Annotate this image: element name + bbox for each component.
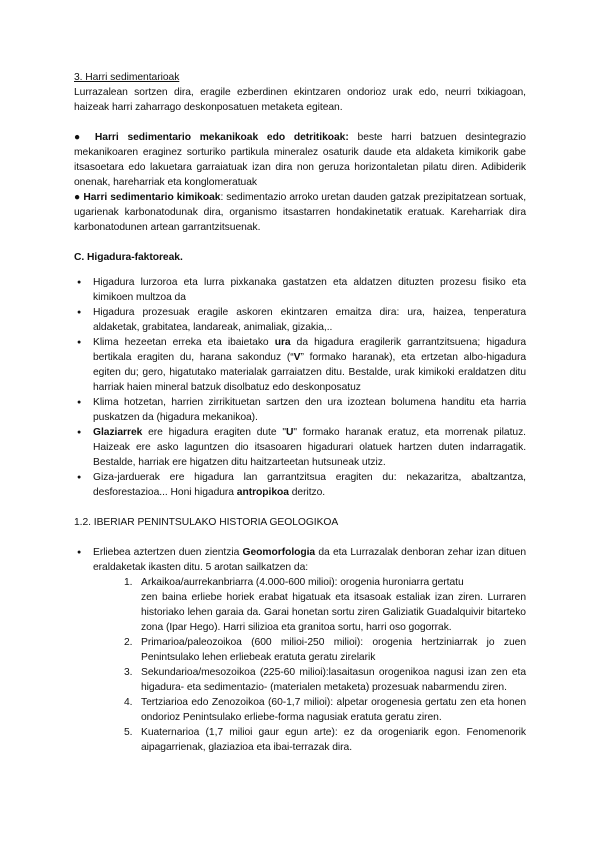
- era-text-continued: zen baina erliebe horiek erabat higatuak eta itsasoak estaliak izan ziren. Lurraren historiako lehen garaia da. Garai honetan sortu ziren Galiziatik Guadalquivir bitarteko zona (Ipar Hego). Harri silizioa eta granitoa sortu, harri oso gogorrak.: [141, 592, 526, 633]
- era-item: [124, 725, 526, 755]
- era-number: 2.: [124, 637, 133, 648]
- list-item-text: Higadura lurzoroa eta lurra pixkanaka gastatzen eta aldatzen dituzten prozesu fisiko eta kimikoen multzoa da: [93, 277, 526, 303]
- chemical-rocks-text: : sedimentazio arroko uretan dauden gatzak prezipitatzean sortuak, ugarienak karbonatodunak dira, organismo itsastarren hondakinetatik eratuak. Kareharriak dira karbonatodunen artean garrantzitsuenak.: [74, 192, 527, 233]
- era-text: Kuaternarioa (1,7 milioi gaur egun arte): ez da orogeniarik egon. Fenomenorik aipagarrienak, glaziazioa eta ibai-terrazak dira.: [141, 727, 526, 753]
- list-item-text: ere higadura eragiten dute ": [142, 427, 286, 438]
- era-text: Primarioa/paleozoikoa (600 milioi-250 milioi): orogenia hertziniarrak jo zuen Penintsulako lehen erliebeak eratuta geratu zirelarik: [141, 637, 526, 663]
- list-item-text: Klima hotzetan, harrien zirrikituetan sartzen den ura izoztean bolumena handitu eta harria puskatzen da (higadura mekanikoa).: [93, 397, 526, 423]
- list-item-text: Higadura prozesuak eragile askoren ekintzaren emaitza dira: ura, haizea, tenperatura aldaketak, grabitatea, landareak, animaliak, gizakia,..: [93, 307, 526, 333]
- section-1-2-title: 1.2. IBERIAR PENINTSULAKO HISTORIA GEOLOGIKOA: [74, 517, 339, 528]
- list-item-text: da higadura eragilerik garrantzitsuena; higadura bertikala eragiten du, harana sakonduz (“: [93, 337, 527, 363]
- list-item-bold: V: [293, 352, 301, 363]
- list-item-bold: ura: [274, 337, 291, 348]
- chemical-rocks-paragraph: [74, 190, 526, 235]
- section-3-title: 3. Harri sedimentarioak: [74, 72, 180, 83]
- era-item: [124, 665, 526, 695]
- section-c-title: C. Higadura-faktoreak.: [74, 252, 183, 263]
- mechanical-rocks-term: Harri sedimentario mekanikoak edo detritikoak:: [94, 132, 349, 143]
- era-number: 1.: [124, 577, 133, 588]
- list-item-bold: U: [285, 427, 294, 438]
- list-item-bold: antropikoa: [236, 487, 289, 498]
- document-page: [74, 70, 526, 755]
- list-item: [74, 545, 526, 575]
- era-number: 5.: [124, 727, 133, 738]
- list-item-text: deritzo.: [288, 487, 326, 498]
- mechanical-rocks-text: beste harri batzuen desintegrazio mekanikoaren eraginez sorturiko partikula mineralez osaturik daude eta aldaketa kimikorik gabe itsasoetara edo lakuetara garraiatuak izan dira non geruza horizontaletan pilatu diren. Adibiderik onenak, hareharriak eta konglomeratuak: [74, 132, 526, 188]
- list-item-bold: Geomorfologia: [242, 547, 316, 558]
- bullet: ●: [74, 132, 87, 143]
- section-3-intro: Lurrazalean sortzen dira, eragile ezberdinen ekintzaren ondorioz urak edo, neurri txikiagoan, haizeak harri zaharrago deskonposatuen metaketa egitean.: [74, 87, 526, 113]
- era-item: [124, 695, 526, 725]
- list-item-text: Erliebea aztertzen duen zientzia: [93, 547, 243, 558]
- mechanical-rocks-paragraph: [74, 130, 526, 190]
- list-item-text: ” formako haranak), eta ertzetan albo-higadura egiten du; gero, higatutako materialak garraiatzen ditu. Bestalde, urak kimikoki eraldatzen ditu harriak haien mineral batzuk disolbatuz edo deskonposatuz: [93, 352, 526, 393]
- list-item: [74, 335, 526, 395]
- list-item: [74, 305, 526, 335]
- list-item: [74, 470, 526, 500]
- list-item-text: Giza-jarduerak ere higadura lan garrantzitsua eragiten du: nekazaritza, abaltzantza, desforestazioa... Honi higadura: [93, 472, 526, 498]
- list-item: [74, 275, 526, 305]
- list-item: [74, 395, 526, 425]
- chemical-rocks-term: Harri sedimentario kimikoak: [83, 192, 221, 203]
- list-item-text: Klima hezeetan erreka eta ibaietako: [93, 337, 275, 348]
- list-item: [74, 425, 526, 470]
- era-text: Tertziarioa edo Zenozoikoa (60-1,7 milioi): alpetar orogenesia gertatu zen eta honen ondorioz Penintsulako erliebe-forma nagusiak eratuta geratu ziren.: [141, 697, 526, 723]
- era-item: [124, 635, 526, 665]
- geology-list: [74, 545, 526, 575]
- era-text: Sekundarioa/mesozoikoa (225-60 milioi):lasaitasun orogenikoa nagusi izan zen eta higadura- eta sedimentazio- (materialen metaketa) prozesuak nabarmendu ziren.: [141, 667, 526, 693]
- list-item-text: " formako haranak eratuz, eta morrenak pilatuz. Haizeak ere asko laguntzen dio itsasoaren higadurari olatuek hartzen duten indarragatik. Bestalde, harriak ere higatzen ditu haitzarteetan hutsuneak utziz.: [93, 427, 526, 468]
- era-text: Arkaikoa/aurrekanbriarra (4.000-600 milioi): orogenia huroniarra gertatu: [141, 577, 464, 588]
- era-item: [124, 575, 526, 635]
- list-item-text: da eta Lurrazalak denboran zehar izan dituen eraldaketak ikasten ditu. 5 arotan sailkatzen da:: [93, 547, 527, 573]
- bullet: ●: [74, 192, 81, 203]
- era-number: 4.: [124, 697, 133, 708]
- era-number: 3.: [124, 667, 133, 678]
- erosion-factors-list: [74, 275, 526, 500]
- list-item-bold: Glaziarrek: [93, 427, 143, 438]
- geologic-eras-list: [74, 575, 526, 755]
